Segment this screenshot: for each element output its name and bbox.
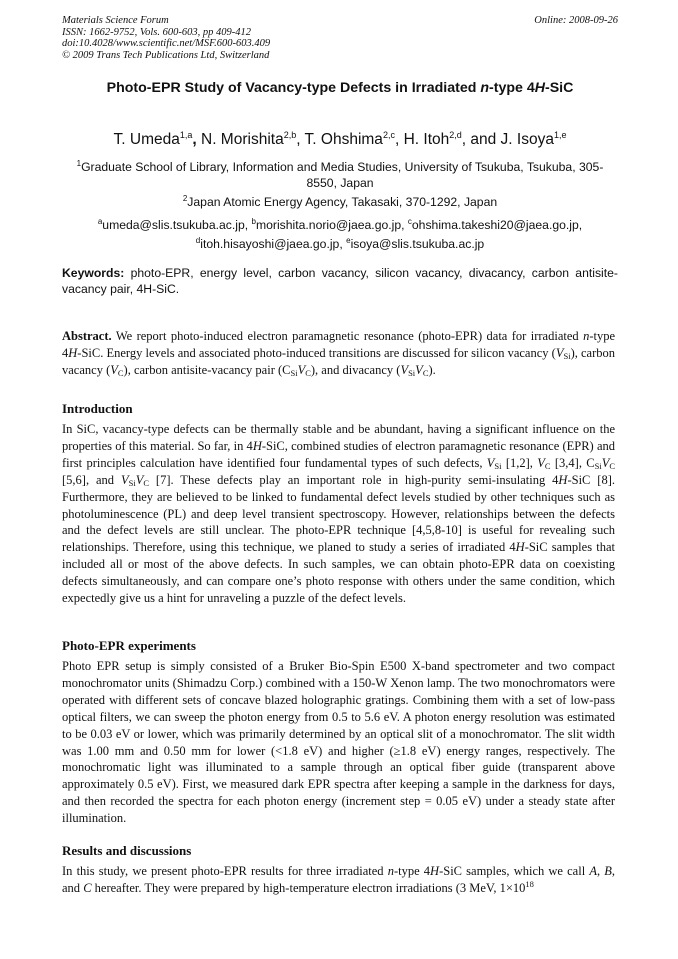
- copyright-line: © 2009 Trans Tech Publications Ltd, Switzerland: [62, 49, 270, 61]
- section-title-photo-epr: Photo-EPR experiments: [62, 638, 196, 653]
- keywords: Keywords: photo-EPR, energy level, carbon vacancy, silicon vacancy, divacancy, carbon antisite-vacancy pair, 4H-SiC.: [62, 266, 618, 296]
- photo-epr-paragraph: Photo EPR setup is simply consisted of a Bruker Bio-Spin E500 X-band spectrometer and two compact monochromator units (Shimadzu Corp.) combined with a 150-W Xenon lamp. The two monochromators were operated with different sets of concave blazed holographic gratings. Combining them with a set of low-pass optical filters, we can sweep the photon energy from 0.5 to 5.6 eV. A photon energy resolution was estimated to be 0.03 eV or lower, which was primarily determined by an optical slit of a monochromator. The slit width was 1.00 mm and 0.50 mm for lower (<1.8 eV) and higher (≥1.8 eV) energy ranges, respectively. The monochromatic light was illuminated to a sample through an optical fiber guide (transparent above approximately 0.5 eV). First, we measured dark EPR spectra after keeping a sample in the darkness for days, and then recorded the spectra for each photon energy (increment step = 0.05 eV) under a steady state after illumination.: [62, 659, 615, 826]
- section-title-results: Results and discussions: [62, 843, 192, 858]
- doi-line: doi:10.4028/www.scientific.net/MSF.600-603.409: [62, 38, 271, 49]
- journal-header: [62, 15, 618, 61]
- author: J. Isoya: [500, 131, 554, 149]
- introduction-paragraph: In SiC, vacancy-type defects can be thermally stable and be abundant, having a significant influence on the properties of this material. So far, in 4H-SiC, combined studies of electron paramagnetic resonance (EPR) and first principles calculation have identified four fundamental types of such defects, $V_{Si}$ [1,2], $V_C$ [3,4], $C_{Si}V_C$ [5,6], and $V_{Si}V_C$ [7]. These defects play an important role in high-purity semi-insulating 4H-SiC [8]. Furthermore, they are believed to be linked to fundamental defect levels studied by other techniques such as photoluminescence (PL) and deep level transient spectroscopy. However, relationships between the defects and the defect levels are still unclear. The photo-EPR technique [4,5,8-10] is useful for revealing such relationships. Therefore, using this technique, we planed to study a series of irradiated 4H-SiC samples that included all or most of the above defects. In such samples, we can obtain photo-EPR data on coexisting defects simultaneously, and can compare one’s photo response with others under the same condition, which expectedly give us a hint for unraveling a puzzle of the defect levels.: [62, 422, 615, 606]
- author: T. Umeda: [113, 131, 180, 149]
- author-emails: $^a$umeda@slis.tsukuba.ac.jp, $^b$morishita.norio@jaea.go.jp, $^c$ohshima.takeshi20@jaea.go.jp, $^d$itoh.hisayoshi@jaea.go.jp, $^e$isoya@slis.tsukuba.ac.jp: [97, 217, 583, 252]
- section-title-introduction: Introduction: [62, 401, 133, 416]
- abstract: Abstract. We report photo-induced electron paramagnetic resonance (photo-EPR) data for irradiated n-type 4H-SiC. Energy levels and associated photo-induced transitions are discussed for silicon vacancy $(V_{Si})$, carbon vacancy $(V_C)$, carbon antisite-vacancy pair $(C_{Si}V_C)$, and divacancy $(V_{Si}V_C)$.: [62, 329, 616, 378]
- author: T. Ohshima: [304, 131, 383, 149]
- journal-name: Materials Science Forum: [62, 15, 169, 26]
- paper-title: Photo-EPR Study of Vacancy-type Defects in Irradiated n-type 4H-SiC: [106, 80, 574, 96]
- affiliation-2: $^2$Japan Atomic Energy Agency, Takasaki, 370-1292, Japan: [182, 194, 498, 210]
- issn-line: ISSN: 1662-9752, Vols. 600-603, pp 409-412: [62, 26, 251, 38]
- results-paragraph: In this study, we present photo-EPR results for three irradiated n-type 4H-SiC samples, which we call A, B, and C hereafter. They were prepared by high-temperature electron irradiations (3 MeV, $1\times 10^{18}$: [62, 864, 616, 895]
- author-list: T. Umeda$^{1,a}$, N. Morishita$^{2,b}$, T. Ohshima$^{2,c}$, H. Itoh$^{2,d}$, and J. Isoya$^{1,e}$: [113, 130, 567, 149]
- author: N. Morishita: [201, 131, 284, 149]
- online-date: Online: 2008-09-26: [534, 15, 618, 26]
- author: H. Itoh: [403, 131, 450, 149]
- affiliation-1: $^1$Graduate School of Library, Information and Media Studies, University of Tsukuba, Tsukuba, 305-8550, Japan: [76, 159, 604, 191]
